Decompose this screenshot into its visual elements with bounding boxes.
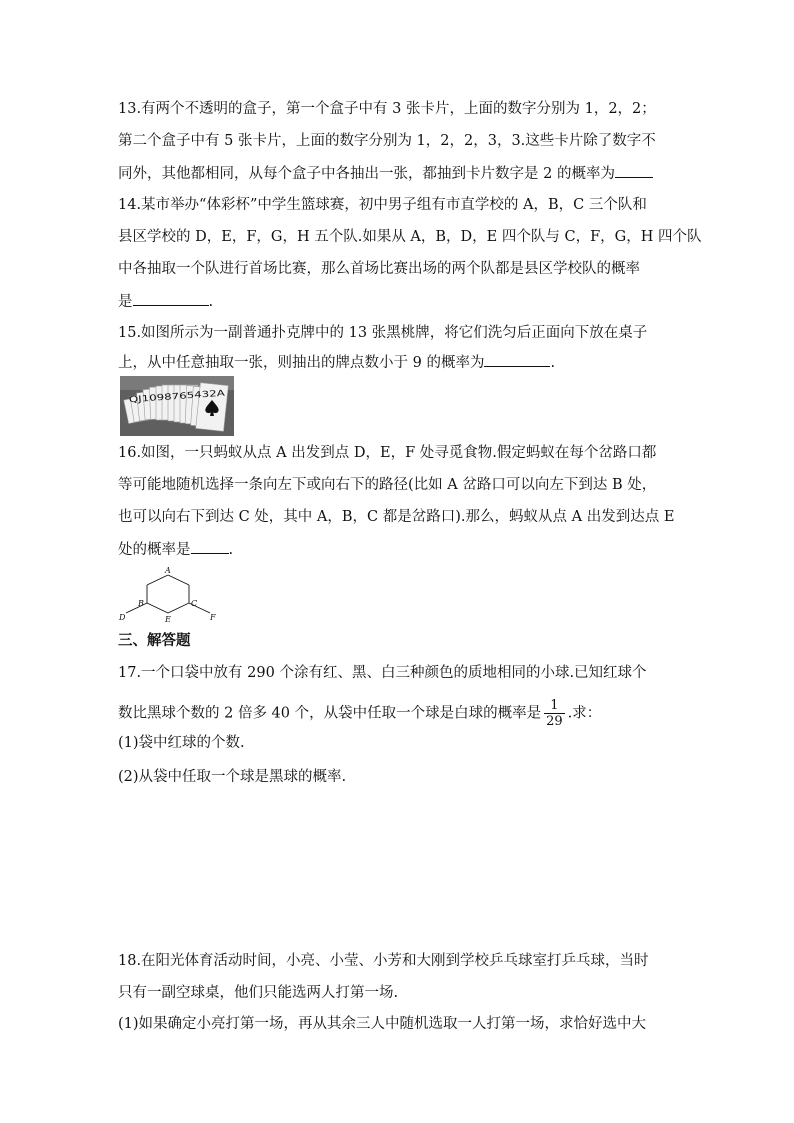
point-a-label: A [165,566,171,575]
section-heading: 三、解答题 [118,632,191,649]
q14-line-4 [118,291,213,312]
ant-path-diagram [118,566,218,624]
q18-line-3: (1)如果确定小亮打第一场，再从其余三人中随机选取一人打第一场，求恰好选中大 [118,1016,647,1032]
q14-line-3: 中各抽取一个队进行首场比赛，那么首场比赛出场的两个队都是县区学校队的概率 [118,261,640,277]
q16-line-2: 等可能地随机选择一条向左下或向右下的路径(比如 A 岔路口可以向左下到达 B 处， [118,477,657,493]
fraction-numerator: 1 [544,698,565,714]
point-c-label: C [191,599,198,608]
q15-line-2 [118,352,555,373]
q16-line-4 [118,539,233,560]
q14-line-4-prefix: 是 [118,294,133,310]
q18-line-1: 18.在阳光体育活动时间，小亮、小莹、小芳和大刚到学校乒乓球室打乒乓球，当时 [118,953,649,969]
q13-answer-blank[interactable] [615,163,653,178]
q16-line-4-prefix: 处的概率是 [118,542,191,558]
q17-line-2 [118,698,601,729]
point-f-label: F [210,613,216,622]
q15-line-1: 15.如图所示为一副普通扑克牌中的 13 张黑桃牌，将它们洗匀后正面向下放在桌子 [118,325,648,341]
q16-answer-blank[interactable] [191,539,229,554]
q16-line-1: 16.如图，一只蚂蚁从点 A 出发到点 D，E，F 处寻觅食物.假定蚂蚁在每个岔路口都 [118,445,657,461]
point-e-label: E [165,615,171,624]
q17-part-1: (1)袋中红球的个数. [118,735,245,751]
q15-answer-blank[interactable] [484,352,550,367]
point-b-label: B [138,599,144,608]
q16-line-4-suffix: . [228,542,234,558]
q13-line-3 [118,163,653,184]
q14-line-1: 14.某市举办“体彩杯”中学生篮球赛，初中男子组有市直学校的 A，B，C 三个队和 [118,197,647,213]
q13-line-2: 第二个盒子中有 5 张卡片，上面的数字分别为 1，2，2，3，3.这些卡片除了数字不 [118,133,656,149]
card-index-text: QJ1098765432A [128,390,199,406]
spade-cards-image [120,376,234,436]
q17-line-2-suffix: .求： [567,705,602,722]
q13-line-3-text: 同外，其他都相同，从每个盒子中各抽出一张，都抽到卡片数字是 2 的概率为 [118,166,615,182]
q16-line-3: 也可以向右下到达 C 处，其中 A，B，C 都是岔路口).那么，蚂蚁从点 A 出发到达点 E [118,509,675,525]
q18-line-2: 只有一副空球桌，他们只能选两人打第一场. [118,985,399,1001]
q17-line-1: 17.一个口袋中放有 290 个涂有红、黑、白三种颜色的质地相同的小球.已知红球个 [118,665,647,681]
q14-line-2: 县区学校的 D，E，F，G，H 五个队.如果从 A，B，D，E 四个队与 C，F，G，H 四个队 [118,229,702,245]
q15-line-2-suffix: . [550,355,556,371]
q14-line-4-suffix: . [208,294,214,310]
q13-line-1: 13.有两个不透明的盒子，第一个盒子中有 3 张卡片，上面的数字分别为 1，2，2； [118,101,656,117]
point-d-label: D [119,613,126,622]
q15-line-2-prefix: 上，从中任意抽取一张，则抽出的牌点数小于 9 的概率为 [118,355,485,371]
q14-answer-blank[interactable] [133,291,209,306]
q17-part-2: (2)从袋中任取一个球是黑球的概率. [118,769,347,785]
q17-line-2-prefix: 数比黑球个数的 2 倍多 40 个，从袋中任取一个球是白球的概率是 [118,705,542,722]
probability-fraction [544,698,565,729]
fraction-denominator: 29 [546,714,563,729]
